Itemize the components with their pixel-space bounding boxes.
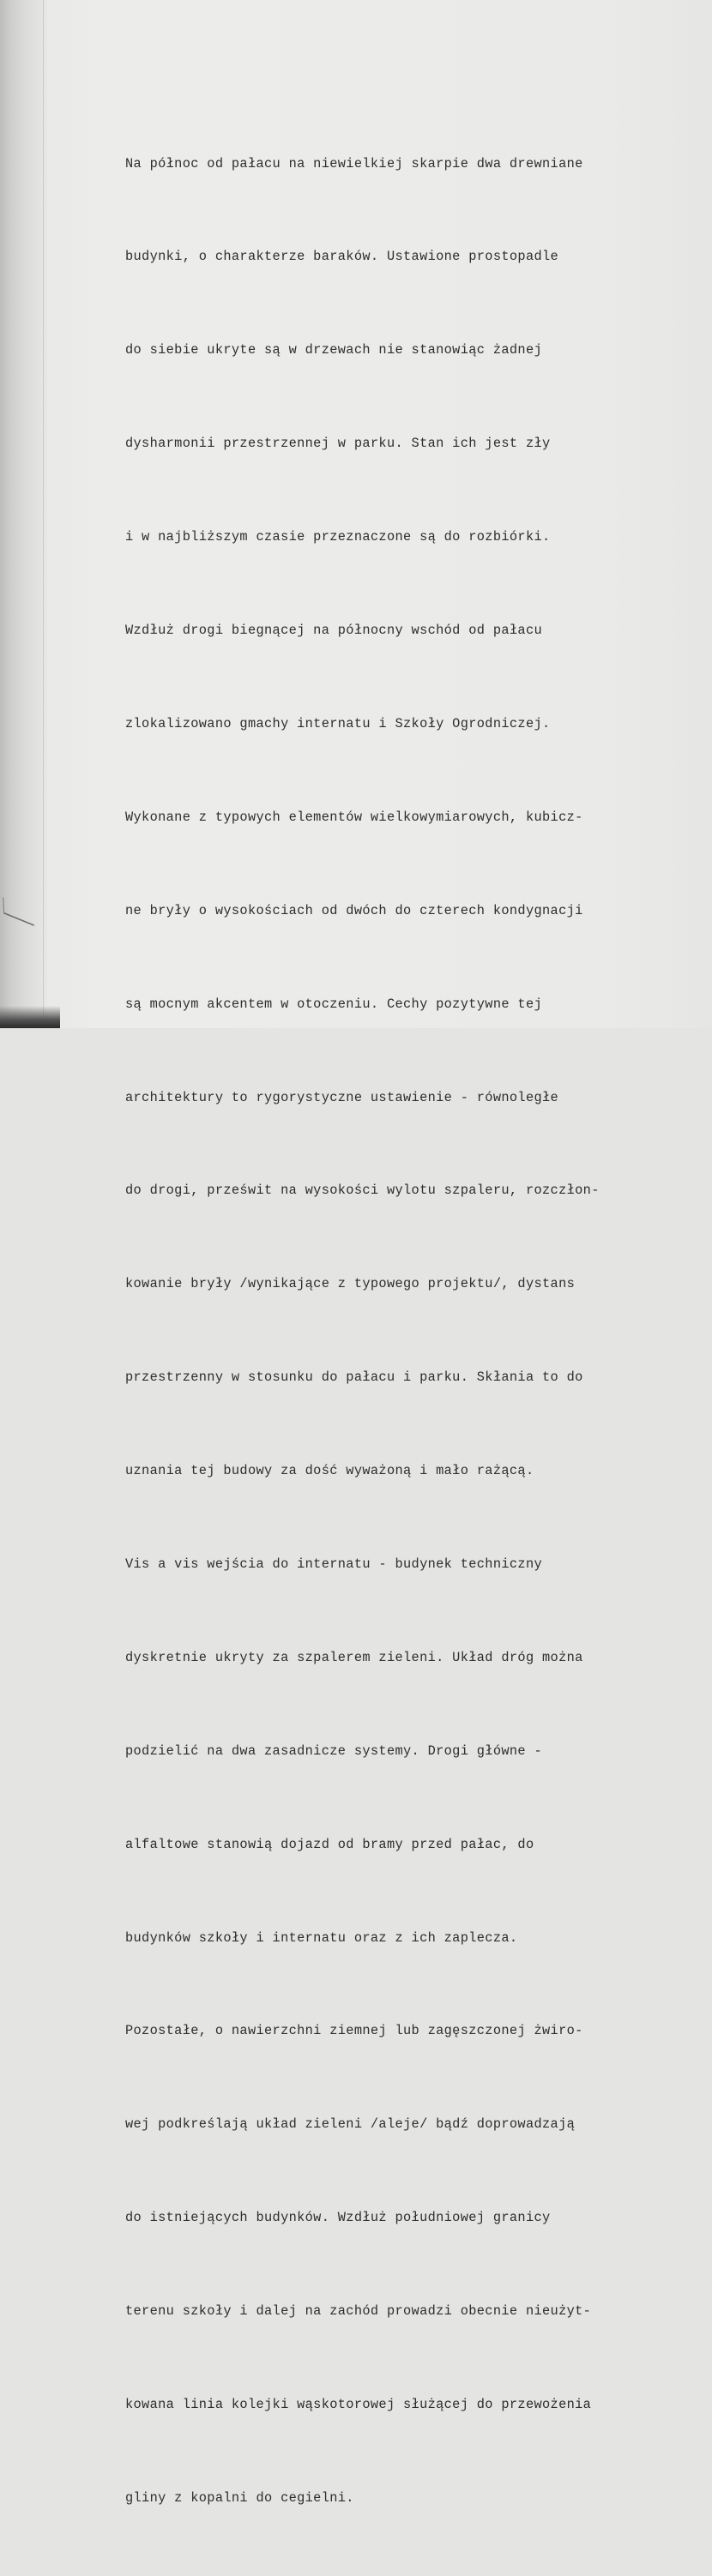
text-line: do siebie ukryte są w drzewach nie stanowiąc żadnej [125, 342, 543, 358]
text-line: do drogi, prześwit na wysokości wylotu szpaleru, rozczłon- [125, 1183, 600, 1199]
text-line: Wzdłuż drogi biegnącej na północny wschód od pałacu [125, 623, 543, 639]
text-line: kowanie bryły /wynikające z typowego projektu/, dystans [125, 1276, 576, 1292]
text-line: Vis a vis wejścia do internatu - budynek techniczny [125, 1556, 543, 1572]
text-line: Wykonane z typowych elementów wielkowymiarowych, kubicz- [125, 809, 583, 825]
text-line: wej podkreślają układ zieleni /aleje/ bądź doprowadzają [125, 2116, 576, 2133]
text-line: zlokalizowano gmachy internatu i Szkoły Ogrodniczej. [125, 715, 551, 731]
text-line: i w najbliższym czasie przeznaczone są do rozbiórki. [125, 529, 551, 545]
text-line: przestrzenny w stosunku do pałacu i parku. Skłania to do [125, 1369, 583, 1386]
text-line: budynki, o charakterze baraków. Ustawione prostopadle [125, 249, 559, 265]
text-line: terenu szkoły i dalej na zachód prowadzi obecnie nieużyt- [125, 2303, 592, 2320]
text-line: podzielić na dwa zasadnicze systemy. Drogi główne - [125, 1742, 543, 1759]
text-line: ne bryły o wysokościach od dwóch do czterech kondygnacji [125, 902, 583, 918]
text-line: są mocnym akcentem w otoczeniu. Cechy pozytywne tej [125, 996, 543, 1012]
text-line: Pozostałe, o nawierzchni ziemnej lub zagęszczonej żwiro- [125, 2023, 583, 2039]
text-line: alfaltowe stanowią dojazd od bramy przed pałac, do [125, 1836, 534, 1852]
text-line: Na północ od pałacu na niewielkiej skarpie dwa drewniane [125, 155, 583, 172]
text-line: architektury to rygorystyczne ustawienie - równoległe [125, 1089, 559, 1105]
text-line: do istniejących budynków. Wzdłuż południowej granicy [125, 2210, 551, 2226]
page-fold-line [43, 0, 44, 1028]
text-line: dysharmonii przestrzennej w parku. Stan ich jest zły [125, 436, 551, 452]
typewritten-body [125, 86, 691, 2576]
text-line: dyskretnie ukryty za szpalerem zieleni. Układ dróg można [125, 1649, 583, 1665]
text-line: budynków szkoły i internatu oraz z ich zaplecza. [125, 1929, 518, 1946]
scan-corner-shadow [0, 1006, 60, 1028]
text-line: kowana linia kolejki wąskotorowej służącej do przewożenia [125, 2396, 592, 2412]
text-line: gliny z kopalni do cegielni. [125, 2489, 354, 2506]
text-line: uznania tej budowy za dość wyważoną i mało rażącą. [125, 1463, 534, 1479]
